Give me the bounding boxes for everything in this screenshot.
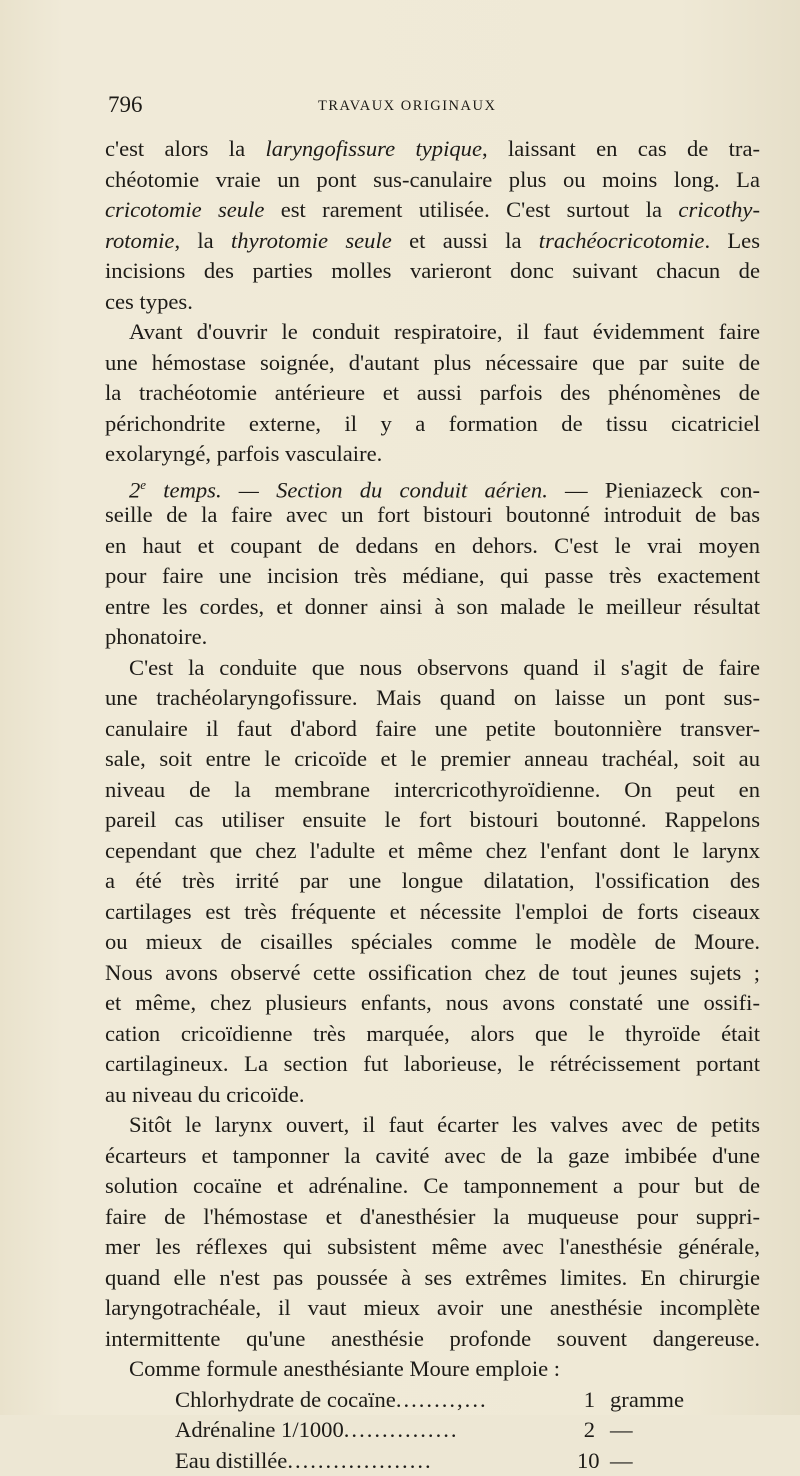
ingredient-quantity: 2: [577, 1415, 595, 1446]
text-run: quand elle n'est pas poussée à ses extrêmes limites. En chirurgie: [105, 1265, 760, 1290]
text-run: faire de l'hémostase et d'anesthésier la muqueuse pour suppri-: [105, 1204, 760, 1229]
text-run: entre les cordes, et donner ainsi à son malade le meilleur résultat: [105, 594, 760, 619]
italic-text-run: rotomie: [105, 228, 174, 253]
text-line: [105, 988, 760, 1019]
anesthetic-formula: [105, 1385, 760, 1476]
italic-text-run: laryngofissure typique: [265, 136, 482, 161]
text-run: cartilages est très fréquente et nécessite l'emploi de forts ciseaux: [105, 899, 760, 924]
text-line: [105, 1110, 760, 1141]
text-line: [105, 348, 760, 379]
ingredient-name: [175, 1385, 488, 1416]
italic-text-run: cricothy-: [678, 197, 760, 222]
text-line: [105, 287, 760, 318]
text-run: — Pieniazeck con-: [548, 477, 760, 502]
text-line: [105, 683, 760, 714]
text-line: [105, 470, 760, 501]
ingredient-name: [175, 1446, 433, 1476]
text-run: seille de la faire avec un fort bistouri boutonné introduit de bas: [105, 502, 760, 527]
text-line: [105, 866, 760, 897]
text-run: , laissant en cas de tra-: [482, 136, 760, 161]
text-run: est rarement utilisée. C'est surtout la: [264, 197, 678, 222]
text-line: [105, 897, 760, 928]
leader-dots: ...................: [287, 1448, 432, 1473]
text-line: [105, 317, 760, 348]
text-run: pareil cas utiliser ensuite le fort bistouri boutonné. Rappelons: [105, 807, 760, 832]
text-line: [105, 165, 760, 196]
text-line: [105, 775, 760, 806]
text-run: canulaire il faut d'abord faire une petite boutonnière transver-: [105, 716, 760, 741]
text-run: Nous avons observé cette ossification chez de tout jeunes sujets ;: [105, 960, 760, 985]
running-head: TRAVAUX ORIGINAUX: [318, 98, 496, 115]
text-run: sale, soit entre le cricoïde et le premier anneau trachéal, soit au: [105, 746, 760, 771]
text-line: [105, 561, 760, 592]
text-run: c'est alors la: [105, 136, 265, 161]
text-run: incisions des parties molles varieront donc suivant chacun de: [105, 258, 760, 283]
text-line: [105, 1171, 760, 1202]
text-line: [105, 622, 760, 653]
text-line: [105, 1263, 760, 1294]
ingredient-quantity: 10: [577, 1446, 595, 1476]
leader-dots: ........,...: [396, 1387, 488, 1412]
text-line: [105, 592, 760, 623]
text-run: et aussi la: [392, 228, 539, 253]
italic-text-run: temps. — Section du conduit aérien.: [146, 477, 548, 502]
ingredient-unit: —: [610, 1446, 633, 1476]
text-run: chéotomie vraie un pont sus-canulaire plus ou moins long. La: [105, 167, 760, 192]
formula-row: [105, 1385, 760, 1416]
text-run: Sitôt le larynx ouvert, il faut écarter les valves avec de petits: [129, 1112, 760, 1137]
text-run: périchondrite externe, il y a formation de tissu cicatriciel: [105, 411, 760, 436]
text-run: , la: [174, 228, 231, 253]
text-run: . Les: [704, 228, 760, 253]
text-line: [105, 1354, 760, 1385]
text-line: [105, 256, 760, 287]
italic-text-run: trachéocricotomie: [539, 228, 705, 253]
text-run: une trachéolaryngofissure. Mais quand on laisse un pont sus-: [105, 685, 760, 710]
text-run: en haut et coupant de dedans en dehors. C'est le vrai moyen: [105, 533, 760, 558]
text-run: phonatoire.: [105, 624, 207, 649]
text-run: laryngotrachéale, il vaut mieux avoir une anesthésie incomplète: [105, 1295, 760, 1320]
text-line: [105, 1141, 760, 1172]
text-run: cartilagineux. La section fut laborieuse, le rétrécissement portant: [105, 1051, 760, 1076]
text-run: et même, chez plusieurs enfants, nous avons constaté une ossifi-: [105, 990, 760, 1015]
text-line: [105, 378, 760, 409]
text-line: [105, 958, 760, 989]
formula-row: [105, 1415, 760, 1446]
page-header: [108, 92, 758, 122]
text-run: ou mieux de cisailles spéciales comme le modèle de Moure.: [105, 929, 760, 954]
ingredient-unit: —: [610, 1415, 633, 1446]
text-line: [105, 1049, 760, 1080]
text-run: ces types.: [105, 289, 193, 314]
text-line: [105, 226, 760, 257]
text-line: [105, 439, 760, 470]
body-text: [105, 134, 760, 1476]
formula-row: [105, 1446, 760, 1476]
text-line: [105, 714, 760, 745]
text-run: la trachéotomie antérieure et aussi parfois des phénomènes de: [105, 380, 760, 405]
italic-text-run: e: [140, 477, 146, 492]
text-run: C'est la conduite que nous observons quand il s'agit de faire: [129, 655, 760, 680]
text-run: Comme formule anesthésiante Moure emploie :: [129, 1356, 560, 1381]
text-line: [105, 195, 760, 226]
text-run: a été très irrité par une longue dilatation, l'ossification des: [105, 868, 760, 893]
text-run: niveau de la membrane intercricothyroïdienne. On peut en: [105, 777, 760, 802]
text-line: [105, 1202, 760, 1233]
text-line: [105, 531, 760, 562]
text-run: écarteurs et tamponner la cavité avec de la gaze imbibée d'une: [105, 1143, 760, 1168]
text-run: mer les réflexes qui subsistent même avec l'anesthésie générale,: [105, 1234, 760, 1259]
text-line: [105, 1080, 760, 1111]
paragraph-lines: [105, 134, 760, 1385]
ingredient-label: Adrénaline 1/1000: [175, 1417, 344, 1442]
text-line: [105, 836, 760, 867]
ingredient-label: Eau distillée: [175, 1448, 287, 1473]
text-line: [105, 1293, 760, 1324]
italic-text-run: cricotomie seule: [105, 197, 264, 222]
text-run: intermittente qu'une anesthésie profonde souvent dangereuse.: [105, 1326, 760, 1351]
ingredient-name: [175, 1415, 459, 1446]
leader-dots: ...............: [344, 1417, 459, 1442]
text-run: pour faire une incision très médiane, qui passe très exactement: [105, 563, 760, 588]
text-run: une hémostase soignée, d'autant plus nécessaire que par suite de: [105, 350, 760, 375]
text-line: [105, 805, 760, 836]
ingredient-unit: gramme: [610, 1385, 684, 1416]
text-line: [105, 409, 760, 440]
text-run: cation cricoïdienne très marquée, alors que le thyroïde était: [105, 1021, 760, 1046]
text-run: solution cocaïne et adrénaline. Ce tamponnement a pour but de: [105, 1173, 760, 1198]
text-line: [105, 653, 760, 684]
text-line: [105, 1324, 760, 1355]
italic-text-run: 2: [129, 477, 140, 502]
ingredient-label: Chlorhydrate de cocaïne: [175, 1387, 396, 1412]
italic-text-run: thyrotomie seule: [231, 228, 392, 253]
text-line: [105, 1019, 760, 1050]
text-line: [105, 927, 760, 958]
text-run: au niveau du cricoïde.: [105, 1082, 305, 1107]
text-line: [105, 1232, 760, 1263]
text-line: [105, 744, 760, 775]
page-number: 796: [108, 92, 143, 118]
text-line: [105, 500, 760, 531]
text-run: Avant d'ouvrir le conduit respiratoire, il faut évidemment faire: [129, 319, 760, 344]
text-run: cependant que chez l'adulte et même chez l'enfant dont le larynx: [105, 838, 760, 863]
ingredient-quantity: 1: [577, 1385, 595, 1416]
text-run: exolaryngé, parfois vasculaire.: [105, 441, 382, 466]
text-line: [105, 134, 760, 165]
